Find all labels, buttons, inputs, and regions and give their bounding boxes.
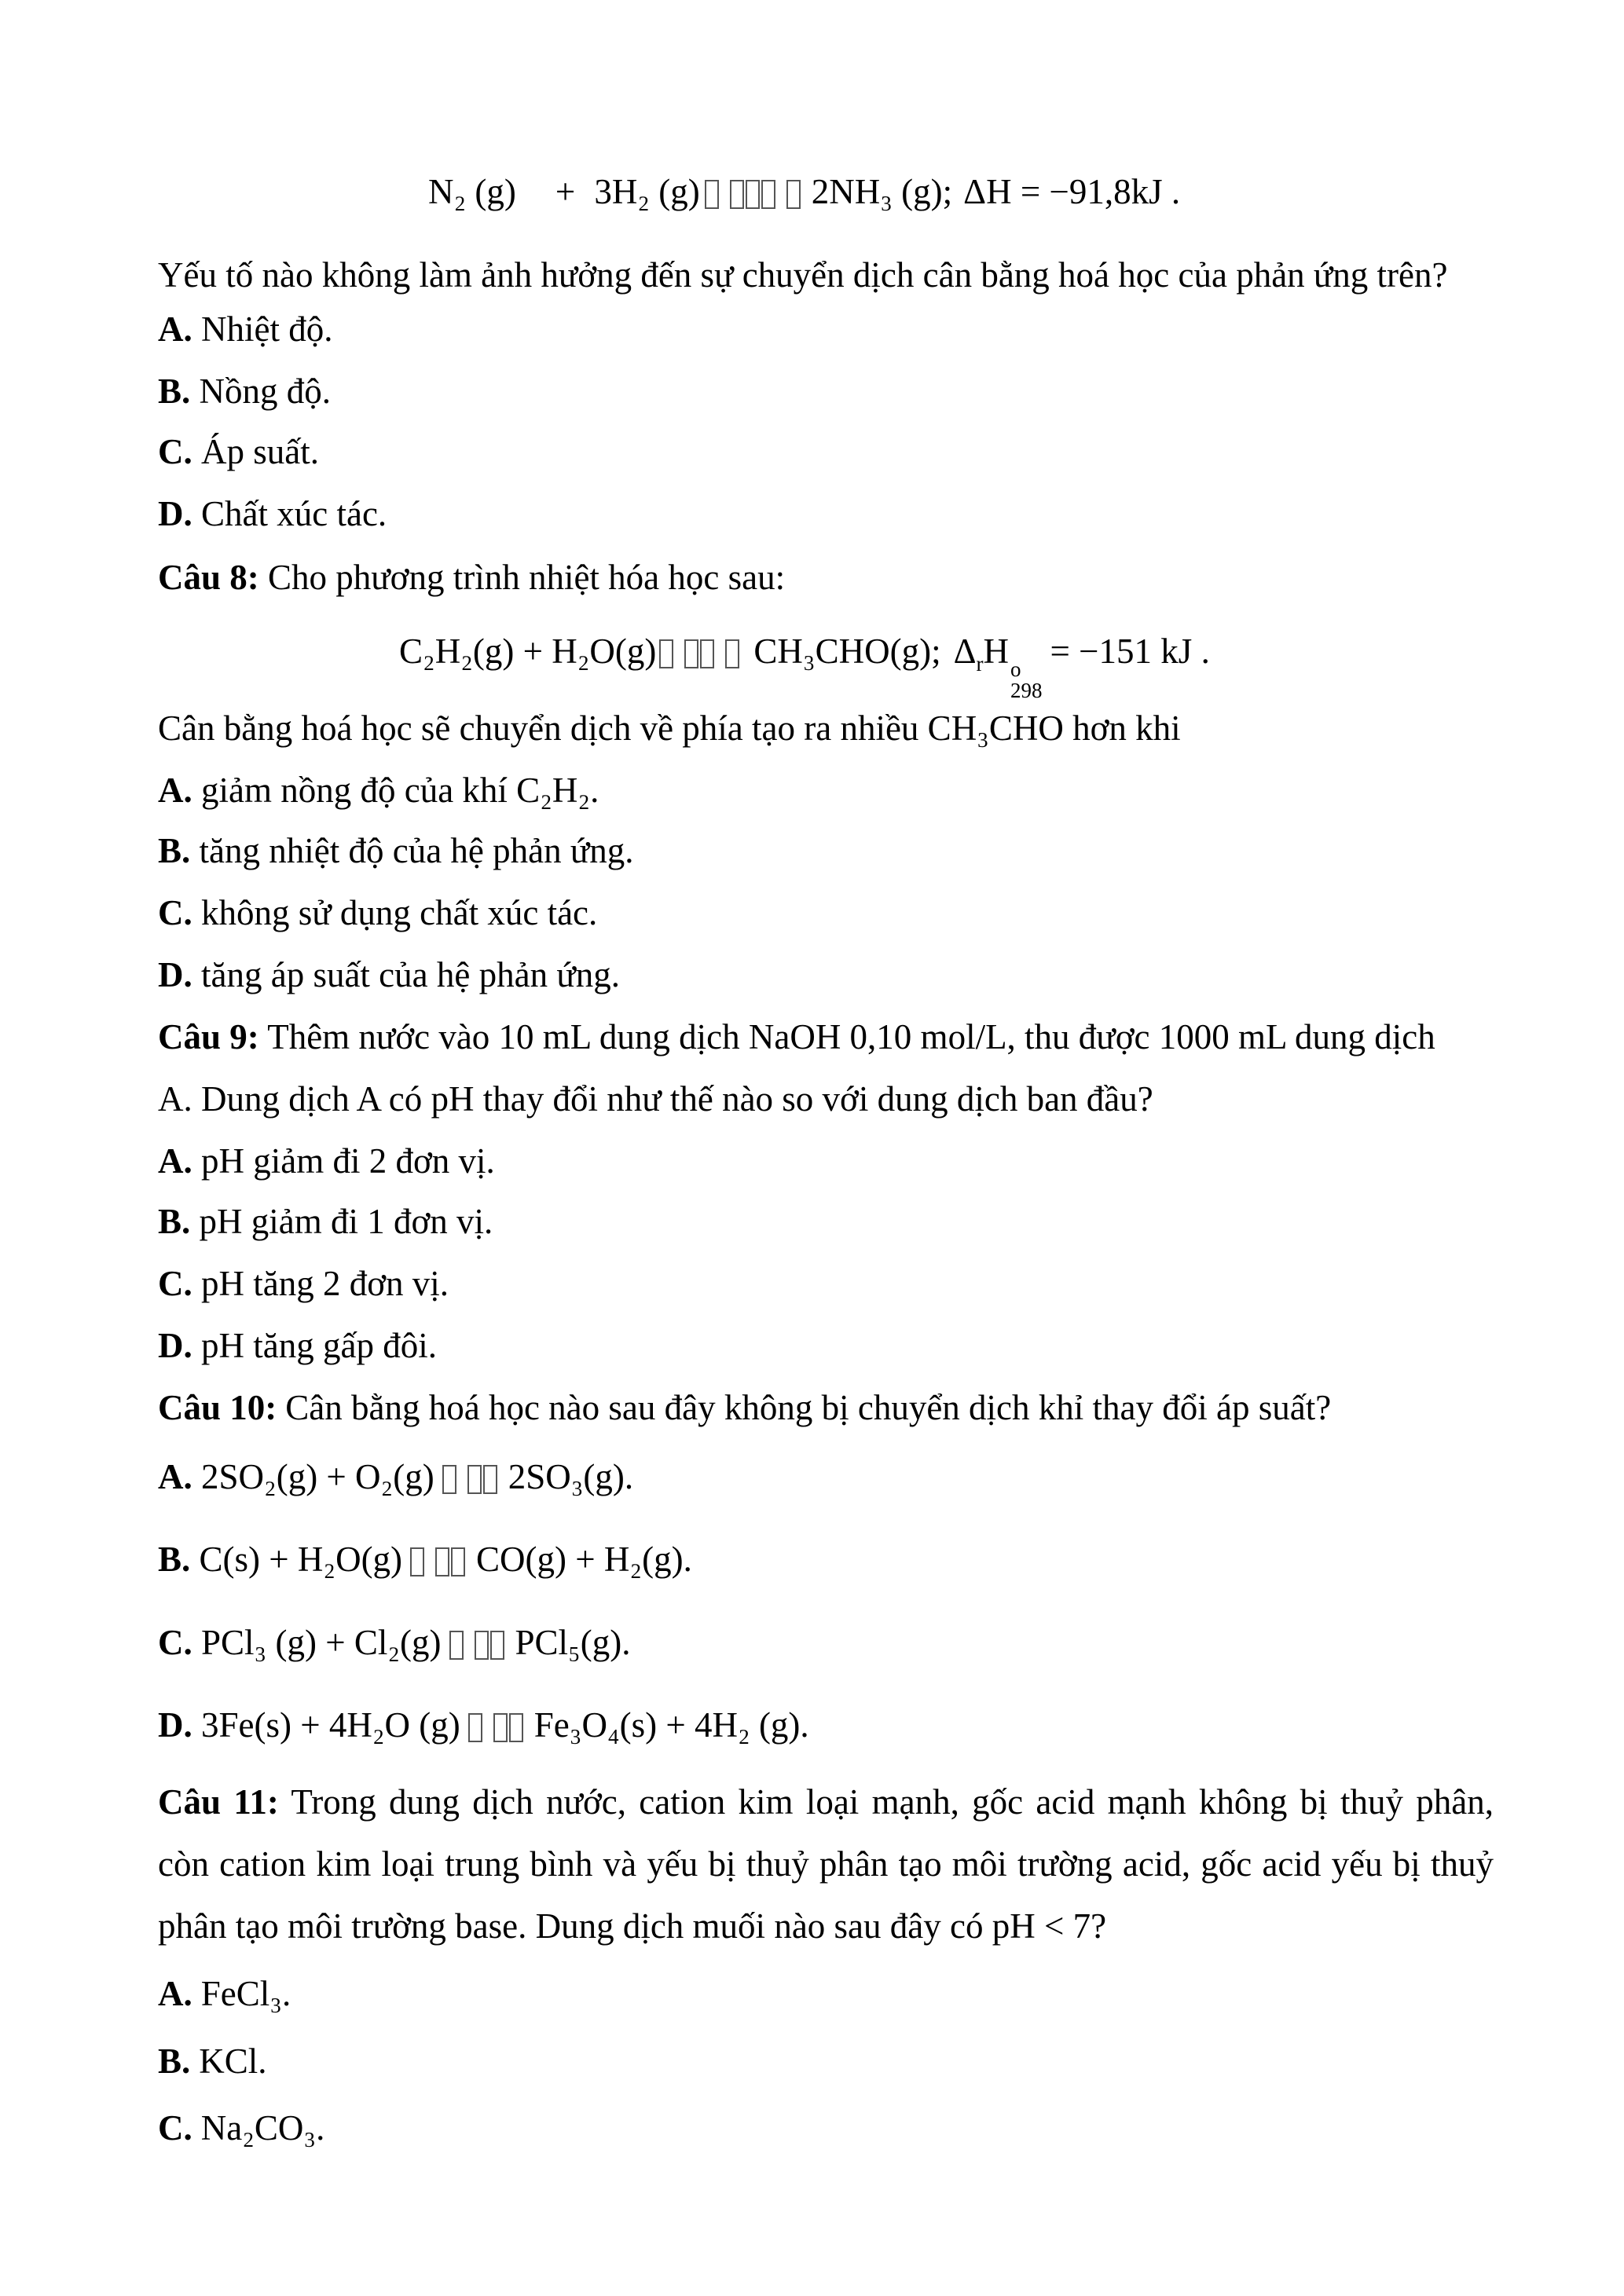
option-label: D. <box>158 1705 192 1745</box>
equilibrium-arrow-icon <box>410 1547 467 1577</box>
option-label: B. <box>158 1540 191 1579</box>
equilibrium-arrow-icon <box>705 180 802 210</box>
missing-glyph-box <box>490 1631 504 1660</box>
missing-glyph-box <box>730 180 744 209</box>
option-left: 2SO₂(g) + O₂(g) <box>201 1457 434 1496</box>
q9-option-c <box>158 1253 449 1314</box>
option-text: FeCl₃. <box>200 1974 291 2013</box>
missing-glyph-box <box>786 180 801 209</box>
option-text: tăng áp suất của hệ phản ứng. <box>201 955 620 994</box>
missing-glyph-box <box>435 1547 449 1576</box>
equilibrium-arrow-icon <box>442 1465 499 1495</box>
option-text: Áp suất. <box>201 432 319 471</box>
q8-stem: Cho phương trình nhiệt hóa học sau: <box>268 558 786 597</box>
q7-option-a <box>158 298 332 360</box>
option-right: CO(g) + H₂(g). <box>476 1540 692 1579</box>
q10-stem: Cân bằng hoá học nào sau đây không bị chuyển dịch khỉ thay đổi áp suất? <box>285 1388 1332 1427</box>
option-left: C(s) + H₂O(g) <box>199 1540 403 1579</box>
q8-eq-product: CH₃CHO(g); <box>753 632 941 671</box>
q9-option-a <box>158 1130 495 1192</box>
option-text: Na₂CO₃. <box>200 2108 325 2148</box>
option-label: A. <box>158 1974 192 2013</box>
option-left: PCl₃ (g) + Cl₂(g) <box>201 1623 442 1662</box>
equilibrium-arrow-icon <box>468 1713 525 1743</box>
option-label: A. <box>158 1141 192 1181</box>
option-label: C. <box>158 2108 192 2148</box>
option-label: D. <box>158 494 192 533</box>
missing-glyph-box <box>493 1713 508 1742</box>
option-text: tăng nhiệt độ của hệ phản ứng. <box>199 831 634 870</box>
missing-glyph-box <box>725 639 739 668</box>
option-label: A. <box>158 309 192 349</box>
option-label: D. <box>158 1326 192 1365</box>
q8-eq-reactants: C₂H₂(g) + H₂O(g) <box>399 632 657 671</box>
missing-glyph-box <box>451 1547 465 1576</box>
missing-glyph-box <box>449 1631 464 1660</box>
option-text: pH giảm đi 1 đơn vị. <box>199 1202 493 1241</box>
option-text: pH giảm đi 2 đơn vị. <box>201 1141 495 1181</box>
q8-eq-standard-mark: o <box>1010 657 1021 681</box>
q10-option-c <box>158 1612 630 1673</box>
missing-glyph-box <box>483 1465 497 1494</box>
q9-heading <box>158 1006 1435 1067</box>
q8-prompt: Cân bằng hoá học sẽ chuyển dịch về phía tạo ra nhiều CH₃CHO hơn khi <box>158 709 1181 748</box>
q7-eq-product: 2NH₃ (g); <box>811 172 953 211</box>
missing-glyph-box <box>410 1547 424 1576</box>
option-right: 2SO₃(g). <box>508 1457 634 1496</box>
equilibrium-arrow-icon <box>449 1631 506 1661</box>
option-text: không sử dụng chất xúc tác. <box>201 893 598 932</box>
q11-stem-line-3: phân tạo môi trường base. Dung dịch muối nào sau đây có pH < 7? <box>158 1906 1107 1946</box>
missing-glyph-box <box>684 639 698 668</box>
option-label: A. <box>158 771 192 810</box>
q10-option-a <box>158 1446 633 1507</box>
q8-heading <box>158 547 785 608</box>
q9-number: Câu 9: <box>158 1017 259 1056</box>
option-left: 3Fe(s) + 4H₂O (g) <box>201 1705 460 1745</box>
missing-glyph-box <box>746 180 760 209</box>
q7-eq-plus: + <box>555 172 576 211</box>
q8-option-c <box>158 882 597 943</box>
q11-option-c <box>158 2097 324 2159</box>
q9-stem-line-2: A. Dung dịch A có pH thay đổi như thế nào so với dung dịch ban đầu? <box>158 1079 1153 1119</box>
missing-glyph-box <box>761 180 775 209</box>
option-label: C. <box>158 893 192 932</box>
option-text: Nồng độ. <box>199 372 332 411</box>
option-label: D. <box>158 955 192 994</box>
missing-glyph-box <box>705 180 719 209</box>
q10-number: Câu 10: <box>158 1388 277 1427</box>
q8-option-b <box>158 820 634 881</box>
missing-glyph-box <box>468 1713 482 1742</box>
q8-eq-enthalpy-symbol: H <box>983 632 1010 671</box>
option-text: Nhiệt độ. <box>201 309 333 349</box>
q8-eq-delta-sub: r <box>976 652 984 676</box>
q7-eq-reactant-1: N₂ (g) <box>428 172 516 211</box>
option-text: pH tăng 2 đơn vị. <box>201 1264 449 1303</box>
q11-number: Câu 11: <box>158 1782 279 1822</box>
missing-glyph-box <box>509 1713 523 1742</box>
missing-glyph-box <box>475 1631 489 1660</box>
q11-stem-line-2: còn cation kim loại trung bình và yếu bị thuỷ phân tạo môi trường acid, gốc acid yếu bị thuỷ <box>158 1844 1494 1884</box>
q11-heading <box>158 1771 1494 1833</box>
q7-eq-enthalpy: ΔH = −91,8kJ . <box>963 172 1181 211</box>
option-right: PCl₅(g). <box>515 1623 631 1662</box>
q7-stem: Yếu tố nào không làm ảnh hưởng đến sự chuyển dịch cân bằng hoá học của phản ứng trên? <box>158 255 1448 295</box>
option-text: KCl. <box>199 2041 267 2081</box>
q7-option-b <box>158 361 331 422</box>
q11-stem-line-1: Trong dung dịch nước, cation kim loại mạnh, gốc acid mạnh không bị thuỷ phân, <box>291 1782 1494 1822</box>
q9-option-b <box>158 1191 493 1252</box>
option-label: B. <box>158 1202 191 1241</box>
missing-glyph-box <box>467 1465 482 1494</box>
missing-glyph-box <box>700 639 714 668</box>
option-label: C. <box>158 1623 192 1662</box>
q8-eq-standard-stack <box>1010 659 1043 701</box>
q9-stem-line-1: Thêm nước vào 10 mL dung dịch NaOH 0,10 mol/L, thu được 1000 mL dung dịch <box>267 1017 1435 1056</box>
q10-heading <box>158 1377 1331 1438</box>
q11-option-a <box>158 1963 291 2024</box>
option-label: C. <box>158 432 192 471</box>
q11-option-b <box>158 2031 267 2092</box>
missing-glyph-box <box>442 1465 456 1494</box>
q8-eq-temperature: 298 <box>1010 679 1043 702</box>
q8-eq-delta: Δ <box>953 632 977 671</box>
q10-option-d <box>158 1694 809 1756</box>
q7-option-c <box>158 421 319 482</box>
q10-option-b <box>158 1529 692 1590</box>
q7-option-d <box>158 483 387 544</box>
q9-option-d <box>158 1315 437 1376</box>
option-right: Fe₃O₄(s) + 4H₂ (g). <box>533 1705 809 1745</box>
q7-equation <box>428 161 1180 222</box>
option-text: giảm nồng độ của khí C₂H₂. <box>201 771 599 810</box>
q8-option-d <box>158 944 620 1005</box>
missing-glyph-box <box>659 639 673 668</box>
option-label: B. <box>158 372 191 411</box>
q8-number: Câu 8: <box>158 558 259 597</box>
q7-eq-reactant-2: 3H₂ (g) <box>594 172 700 211</box>
q8-eq-value: = −151 kJ . <box>1050 632 1210 671</box>
option-label: C. <box>158 1264 192 1303</box>
q8-equation <box>399 621 1210 702</box>
option-label: B. <box>158 2041 191 2081</box>
option-label: B. <box>158 831 191 870</box>
option-text: Chất xúc tác. <box>201 494 387 533</box>
option-text: pH tăng gấp đôi. <box>201 1326 437 1365</box>
option-label: A. <box>158 1457 192 1496</box>
q8-option-a <box>158 760 599 821</box>
equilibrium-arrow-icon <box>659 639 741 669</box>
